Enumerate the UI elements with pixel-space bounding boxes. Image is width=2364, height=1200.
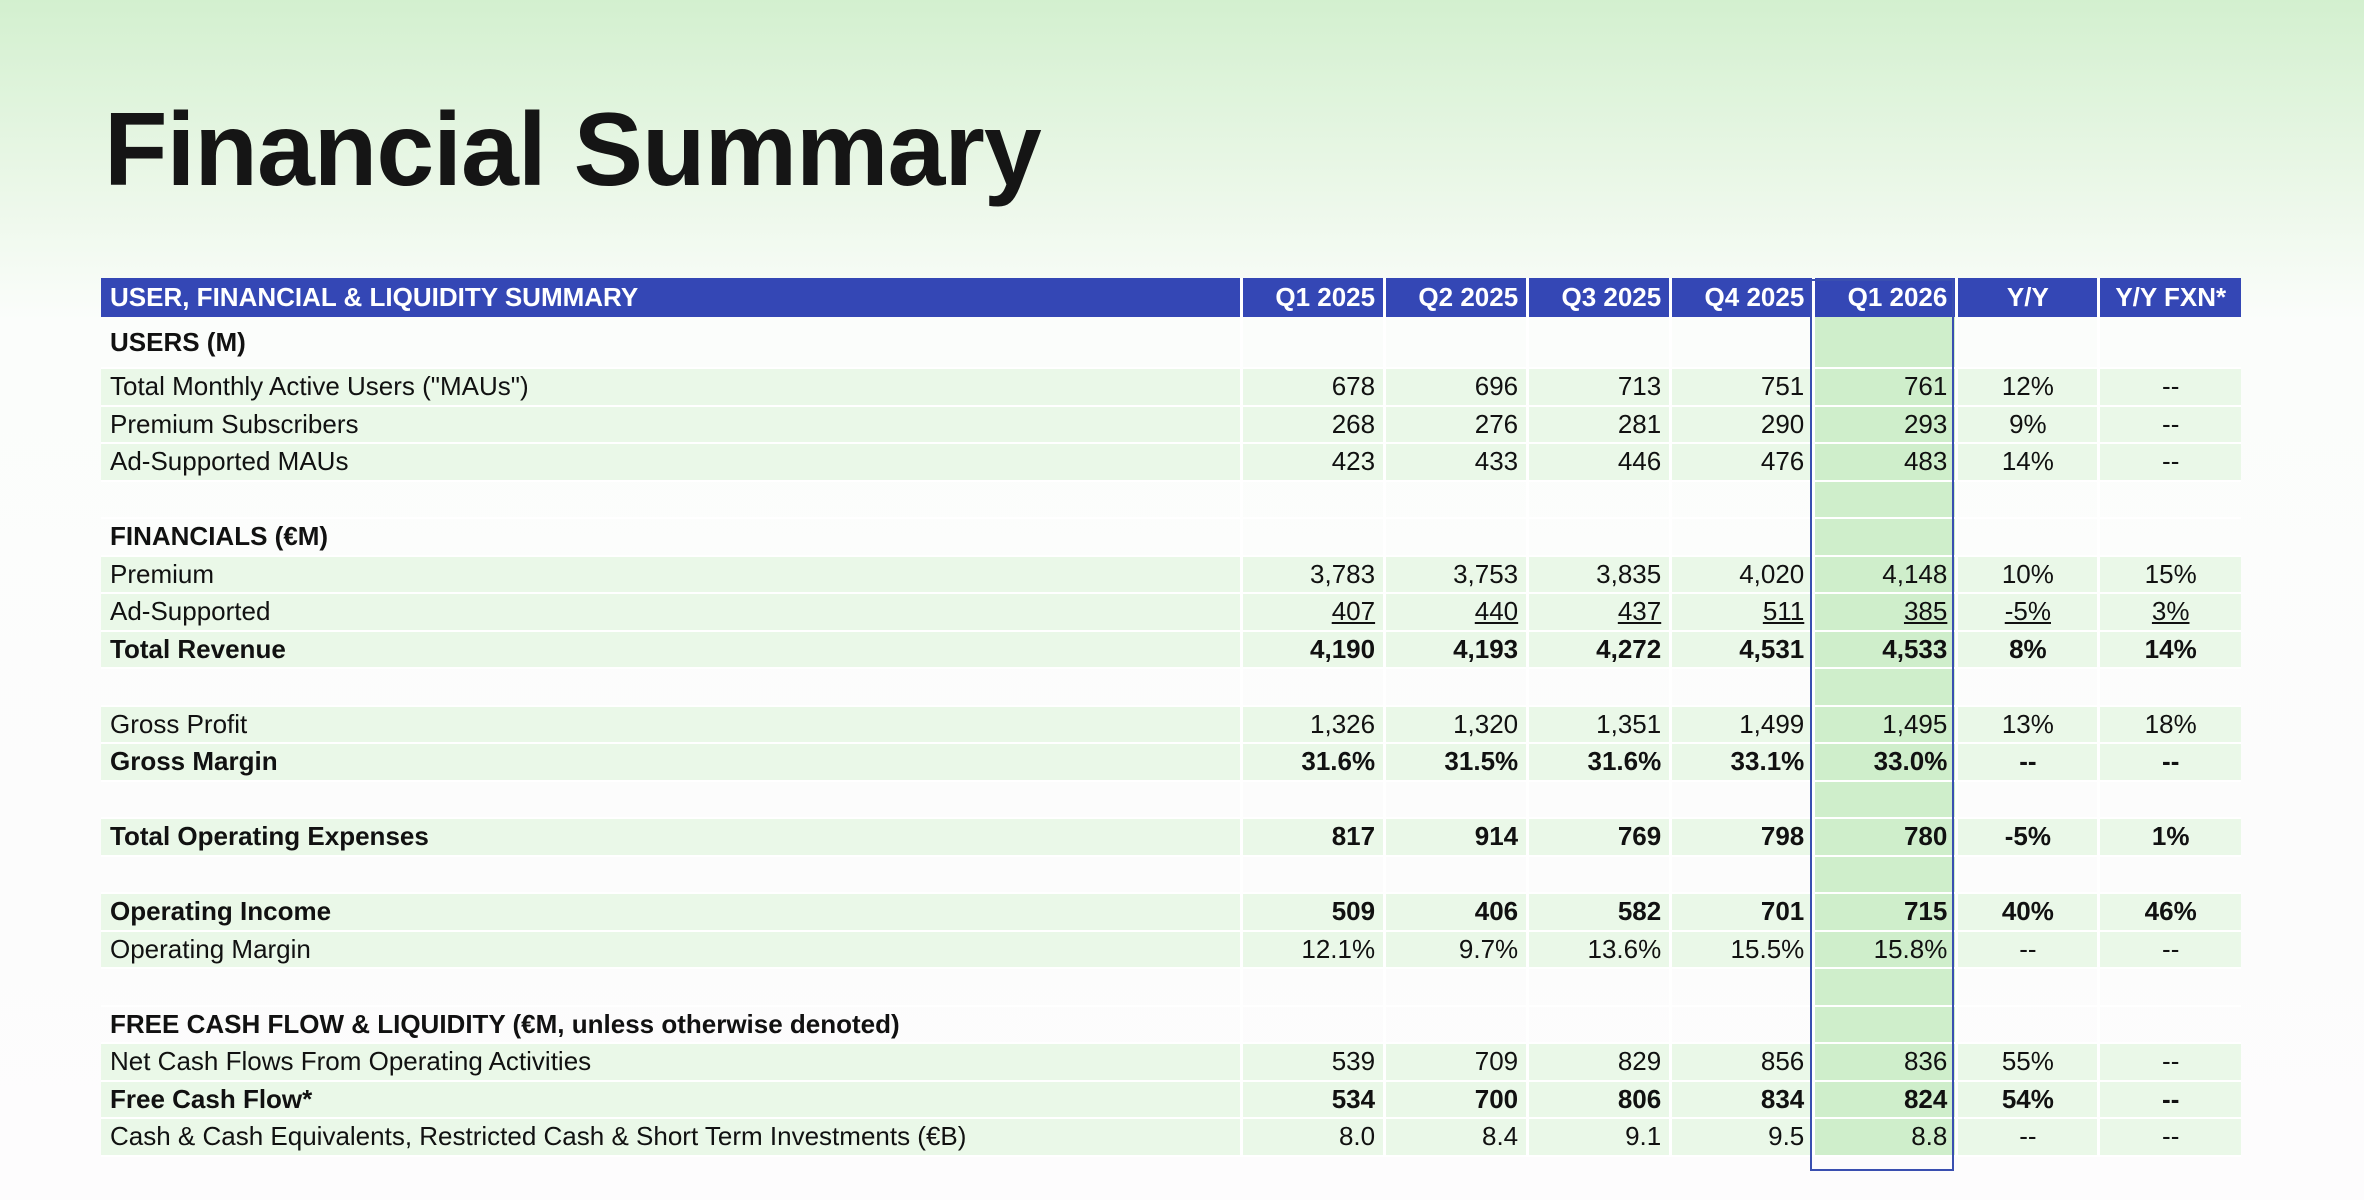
value-cell	[1671, 856, 1814, 894]
row-label: Ad-Supported	[101, 593, 1242, 631]
value-cell	[1671, 781, 1814, 819]
value-cell: 1,495	[1814, 706, 1957, 744]
value-cell	[1242, 968, 1385, 1006]
table-row	[101, 1081, 2241, 1119]
table-row	[101, 406, 2241, 444]
value-cell	[1814, 1006, 1957, 1044]
spacer-cell	[101, 781, 1242, 819]
yy-fxn-cell: 15%	[2099, 556, 2241, 594]
value-cell	[1671, 1006, 1814, 1044]
yy-fxn-cell	[2099, 518, 2241, 556]
row-label: Cash & Cash Equivalents, Restricted Cash & Short Term Investments (€B)	[101, 1118, 1242, 1156]
row-label: Total Operating Expenses	[101, 818, 1242, 856]
table-row	[101, 443, 2241, 481]
value-cell	[1242, 1006, 1385, 1044]
table-header-row	[101, 278, 2241, 317]
yy-fxn-cell: --	[2099, 406, 2241, 444]
value-cell	[1671, 481, 1814, 519]
value-cell: 12.1%	[1242, 931, 1385, 969]
value-cell	[1671, 668, 1814, 706]
value-cell	[1814, 518, 1957, 556]
value-cell	[1385, 1006, 1528, 1044]
value-cell: 4,533	[1814, 631, 1957, 669]
value-cell: 836	[1814, 1043, 1957, 1081]
value-cell	[1385, 317, 1528, 368]
yy-cell	[1957, 668, 2099, 706]
value-cell	[1528, 781, 1671, 819]
table-row	[101, 743, 2241, 781]
value-cell: 15.5%	[1671, 931, 1814, 969]
yy-cell: --	[1957, 931, 2099, 969]
value-cell: 281	[1528, 406, 1671, 444]
spacer-cell	[101, 668, 1242, 706]
value-cell	[1671, 317, 1814, 368]
value-cell	[1671, 518, 1814, 556]
value-cell: 293	[1814, 406, 1957, 444]
row-label: Ad-Supported MAUs	[101, 443, 1242, 481]
value-cell	[1814, 856, 1957, 894]
value-cell: 4,020	[1671, 556, 1814, 594]
row-label: Premium	[101, 556, 1242, 594]
value-cell: 709	[1385, 1043, 1528, 1081]
value-cell	[1242, 856, 1385, 894]
value-cell: 534	[1242, 1081, 1385, 1119]
value-cell	[1814, 317, 1957, 368]
value-cell: 290	[1671, 406, 1814, 444]
value-cell: 8.0	[1242, 1118, 1385, 1156]
value-cell: 701	[1671, 893, 1814, 931]
section-label: USERS (M)	[101, 317, 1242, 368]
value-cell	[1528, 668, 1671, 706]
value-cell	[1814, 481, 1957, 519]
value-cell: 476	[1671, 443, 1814, 481]
value-cell: 423	[1242, 443, 1385, 481]
header-cell-q1-2026: Q1 2026	[1814, 278, 1957, 317]
yy-fxn-cell: --	[2099, 931, 2241, 969]
value-cell: 798	[1671, 818, 1814, 856]
value-cell: 440	[1385, 593, 1528, 631]
yy-fxn-cell	[2099, 668, 2241, 706]
row-label: Gross Margin	[101, 743, 1242, 781]
value-cell: 715	[1814, 893, 1957, 931]
section-label: FREE CASH FLOW & LIQUIDITY (€M, unless otherwise denoted)	[101, 1006, 1242, 1044]
header-cell-label: USER, FINANCIAL & LIQUIDITY SUMMARY	[101, 278, 1242, 317]
value-cell: 834	[1671, 1081, 1814, 1119]
value-cell: 446	[1528, 443, 1671, 481]
yy-cell: 9%	[1957, 406, 2099, 444]
header-cell-q3-2025: Q3 2025	[1528, 278, 1671, 317]
value-cell	[1814, 668, 1957, 706]
yy-fxn-cell: 46%	[2099, 893, 2241, 931]
value-cell: 856	[1671, 1043, 1814, 1081]
value-cell: 1,320	[1385, 706, 1528, 744]
value-cell: 1,351	[1528, 706, 1671, 744]
value-cell: 539	[1242, 1043, 1385, 1081]
value-cell: 433	[1385, 443, 1528, 481]
header-cell-yy-fxn: Y/Y FXN*	[2099, 278, 2241, 317]
value-cell: 582	[1528, 893, 1671, 931]
value-cell: 4,272	[1528, 631, 1671, 669]
yy-cell: 55%	[1957, 1043, 2099, 1081]
value-cell: 9.5	[1671, 1118, 1814, 1156]
value-cell: 9.1	[1528, 1118, 1671, 1156]
value-cell: 769	[1528, 818, 1671, 856]
yy-fxn-cell: 3%	[2099, 593, 2241, 631]
yy-fxn-cell: --	[2099, 1118, 2241, 1156]
value-cell	[1242, 518, 1385, 556]
table-row	[101, 368, 2241, 406]
value-cell: 15.8%	[1814, 931, 1957, 969]
section-row	[101, 317, 2241, 368]
table-row	[101, 1043, 2241, 1081]
value-cell: 761	[1814, 368, 1957, 406]
page-title: Financial Summary	[104, 92, 1041, 208]
header-cell-q4-2025: Q4 2025	[1671, 278, 1814, 317]
yy-cell	[1957, 968, 2099, 1006]
row-label: Free Cash Flow*	[101, 1081, 1242, 1119]
table-row	[101, 556, 2241, 594]
value-cell: 700	[1385, 1081, 1528, 1119]
row-label: Net Cash Flows From Operating Activities	[101, 1043, 1242, 1081]
value-cell	[1814, 968, 1957, 1006]
value-cell: 780	[1814, 818, 1957, 856]
value-cell: 511	[1671, 593, 1814, 631]
value-cell: 483	[1814, 443, 1957, 481]
value-cell: 276	[1385, 406, 1528, 444]
value-cell	[1242, 781, 1385, 819]
table-row	[101, 931, 2241, 969]
yy-fxn-cell: --	[2099, 443, 2241, 481]
value-cell: 509	[1242, 893, 1385, 931]
spacer-cell	[101, 481, 1242, 519]
spacer-row	[101, 668, 2241, 706]
financial-summary-table	[101, 278, 2241, 1157]
value-cell: 406	[1385, 893, 1528, 931]
value-cell: 824	[1814, 1081, 1957, 1119]
yy-cell: --	[1957, 1118, 2099, 1156]
header-cell-yy: Y/Y	[1957, 278, 2099, 317]
value-cell: 33.1%	[1671, 743, 1814, 781]
yy-fxn-cell: --	[2099, 1043, 2241, 1081]
value-cell	[1528, 856, 1671, 894]
yy-fxn-cell: --	[2099, 1081, 2241, 1119]
value-cell: 268	[1242, 406, 1385, 444]
value-cell: 4,190	[1242, 631, 1385, 669]
table-row	[101, 593, 2241, 631]
value-cell: 31.5%	[1385, 743, 1528, 781]
value-cell: 33.0%	[1814, 743, 1957, 781]
value-cell: 31.6%	[1242, 743, 1385, 781]
yy-cell	[1957, 481, 2099, 519]
value-cell	[1385, 781, 1528, 819]
value-cell: 4,148	[1814, 556, 1957, 594]
yy-cell: 8%	[1957, 631, 2099, 669]
value-cell	[1385, 968, 1528, 1006]
value-cell	[1385, 481, 1528, 519]
spacer-row	[101, 968, 2241, 1006]
value-cell	[1528, 518, 1671, 556]
yy-fxn-cell	[2099, 317, 2241, 368]
value-cell: 713	[1528, 368, 1671, 406]
row-label: Premium Subscribers	[101, 406, 1242, 444]
yy-cell	[1957, 1006, 2099, 1044]
value-cell: 696	[1385, 368, 1528, 406]
row-label: Total Monthly Active Users ("MAUs")	[101, 368, 1242, 406]
value-cell: 1,499	[1671, 706, 1814, 744]
value-cell	[1242, 668, 1385, 706]
spacer-row	[101, 856, 2241, 894]
yy-cell: 14%	[1957, 443, 2099, 481]
row-label: Operating Margin	[101, 931, 1242, 969]
value-cell	[1385, 856, 1528, 894]
table-row	[101, 706, 2241, 744]
yy-fxn-cell	[2099, 856, 2241, 894]
yy-fxn-cell: --	[2099, 743, 2241, 781]
value-cell: 8.4	[1385, 1118, 1528, 1156]
value-cell	[1385, 668, 1528, 706]
spacer-cell	[101, 856, 1242, 894]
yy-fxn-cell	[2099, 968, 2241, 1006]
value-cell	[1814, 781, 1957, 819]
value-cell: 806	[1528, 1081, 1671, 1119]
value-cell: 4,193	[1385, 631, 1528, 669]
header-cell-q2-2025: Q2 2025	[1385, 278, 1528, 317]
spacer-row	[101, 481, 2241, 519]
yy-cell: -5%	[1957, 818, 2099, 856]
table-row	[101, 893, 2241, 931]
value-cell: 9.7%	[1385, 931, 1528, 969]
value-cell	[1242, 481, 1385, 519]
row-label: Gross Profit	[101, 706, 1242, 744]
yy-cell: 40%	[1957, 893, 2099, 931]
value-cell: 1,326	[1242, 706, 1385, 744]
value-cell: 3,783	[1242, 556, 1385, 594]
table-body	[101, 317, 2241, 1156]
section-row	[101, 1006, 2241, 1044]
table-row	[101, 818, 2241, 856]
table-row	[101, 1118, 2241, 1156]
value-cell: 678	[1242, 368, 1385, 406]
value-cell: 817	[1242, 818, 1385, 856]
value-cell: 407	[1242, 593, 1385, 631]
value-cell: 3,835	[1528, 556, 1671, 594]
yy-fxn-cell	[2099, 481, 2241, 519]
yy-fxn-cell	[2099, 1006, 2241, 1044]
value-cell	[1385, 518, 1528, 556]
value-cell: 385	[1814, 593, 1957, 631]
value-cell: 13.6%	[1528, 931, 1671, 969]
section-label: FINANCIALS (€M)	[101, 518, 1242, 556]
spacer-cell	[101, 968, 1242, 1006]
value-cell	[1671, 968, 1814, 1006]
spacer-row	[101, 781, 2241, 819]
yy-cell: 12%	[1957, 368, 2099, 406]
value-cell	[1242, 317, 1385, 368]
section-row	[101, 518, 2241, 556]
value-cell: 4,531	[1671, 631, 1814, 669]
table-row	[101, 631, 2241, 669]
yy-cell: --	[1957, 743, 2099, 781]
yy-cell: 54%	[1957, 1081, 2099, 1119]
row-label: Total Revenue	[101, 631, 1242, 669]
value-cell: 3,753	[1385, 556, 1528, 594]
yy-cell	[1957, 317, 2099, 368]
yy-cell: -5%	[1957, 593, 2099, 631]
yy-fxn-cell: 18%	[2099, 706, 2241, 744]
yy-fxn-cell: 1%	[2099, 818, 2241, 856]
value-cell: 31.6%	[1528, 743, 1671, 781]
yy-fxn-cell: --	[2099, 368, 2241, 406]
value-cell	[1528, 317, 1671, 368]
yy-fxn-cell	[2099, 781, 2241, 819]
value-cell: 829	[1528, 1043, 1671, 1081]
row-label: Operating Income	[101, 893, 1242, 931]
yy-cell	[1957, 781, 2099, 819]
value-cell: 751	[1671, 368, 1814, 406]
value-cell	[1528, 968, 1671, 1006]
yy-cell	[1957, 856, 2099, 894]
value-cell: 8.8	[1814, 1118, 1957, 1156]
yy-fxn-cell: 14%	[2099, 631, 2241, 669]
header-cell-q1-2025: Q1 2025	[1242, 278, 1385, 317]
value-cell: 914	[1385, 818, 1528, 856]
value-cell: 437	[1528, 593, 1671, 631]
yy-cell: 13%	[1957, 706, 2099, 744]
value-cell	[1528, 1006, 1671, 1044]
yy-cell	[1957, 518, 2099, 556]
value-cell	[1528, 481, 1671, 519]
yy-cell: 10%	[1957, 556, 2099, 594]
